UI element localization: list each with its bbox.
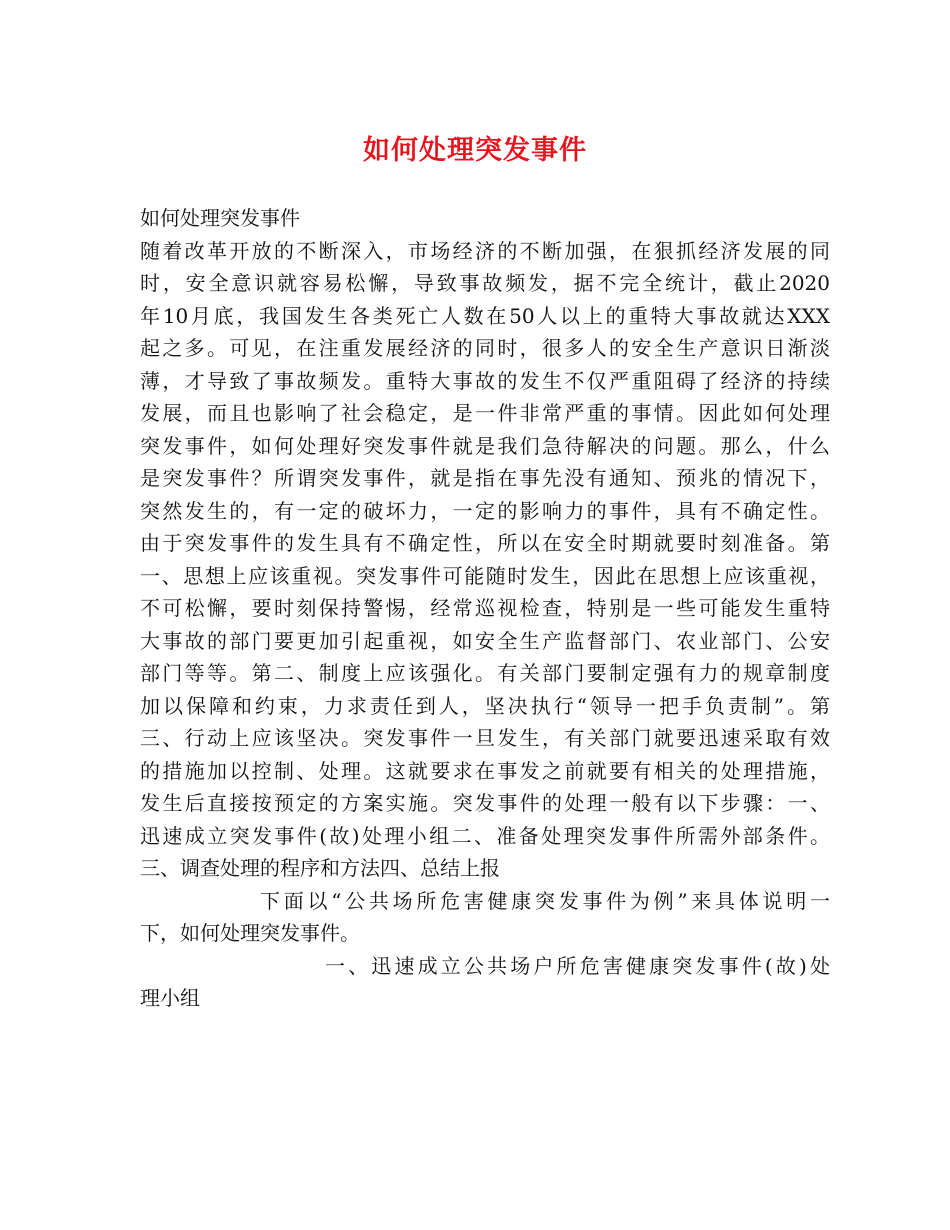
- text-line: 发生后直接按预定的方案实施。突发事件的处理一般有以下步骤：一、: [140, 791, 830, 815]
- text-line: 突然发生的，有一定的破坏力，一定的影响力的事件，具有不确定性。: [140, 498, 830, 523]
- document-body: [140, 202, 830, 1015]
- paragraph-heading: 如何处理突发事件: [140, 206, 300, 230]
- text-line: 下面以“公共场所危害健康突发事件为例”来具体说明一: [260, 888, 830, 913]
- text-line: 随着改革开放的不断深入，市场经济的不断加强，在狠抓经济发展的同: [140, 238, 830, 263]
- text-line: 迅速成立突发事件(故)处理小组二、准备处理突发事件所需外部条件。: [140, 823, 830, 848]
- text-line: 加以保障和约束，力求责任到人，坚决执行“领导一把手负责制”。第: [140, 693, 830, 718]
- text-line: 大事故的部门要更加引起重视，如安全生产监督部门、农业部门、公安: [140, 628, 830, 653]
- text-line: 三、行动上应该坚决。突发事件一旦发生，有关部门就要迅速采取有效: [140, 726, 830, 750]
- text-line: 突发事件，如何处理好突发事件就是我们急待解决的问题。那么，什么: [140, 433, 830, 458]
- text-line: 不可松懈，要时刻保持警惕，经常巡视检查，特别是一些可能发生重特: [140, 596, 830, 620]
- text-line: 年10月底，我国发生各类死亡人数在50人以上的重特大事故就达XXX: [140, 303, 830, 328]
- section-heading: 一、迅速成立公共场户所危害健康突发事件(故)处: [325, 953, 830, 978]
- text-line: 起之多。可见，在注重发展经济的同时，很多人的安全生产意识日渐淡: [140, 336, 830, 360]
- text-line: 下，如何处理突发事件。: [140, 921, 360, 945]
- document-title: 如何处理突发事件: [363, 135, 587, 166]
- text-line: 三、调查处理的程序和方法四、总结上报: [140, 856, 500, 880]
- text-line: 时，安全意识就容易松懈，导致事故频发，据不完全统计，截止2020: [140, 271, 830, 295]
- text-line: 部门等等。第二、制度上应该强化。有关部门要制定强有力的规章制度: [140, 661, 830, 685]
- text-line: 由于突发事件的发生具有不确定性，所以在安全时期就要时刻准备。第: [140, 531, 830, 555]
- section-heading-continued: 理小组: [140, 986, 200, 1010]
- text-line: 是突发事件？所谓突发事件，就是指在事先没有通知、预兆的情况下，: [140, 466, 830, 490]
- text-line: 薄，才导致了事故频发。重特大事故的发生不仅严重阻碍了经济的持续: [140, 368, 830, 393]
- text-line: 发展，而且也影响了社会稳定，是一件非常严重的事情。因此如何处理: [140, 401, 830, 425]
- text-line: 的措施加以控制、处理。这就要求在事发之前就要有相关的处理措施，: [140, 758, 830, 783]
- text-line: 一、思想上应该重视。突发事件可能随时发生，因此在思想上应该重视，: [140, 563, 830, 588]
